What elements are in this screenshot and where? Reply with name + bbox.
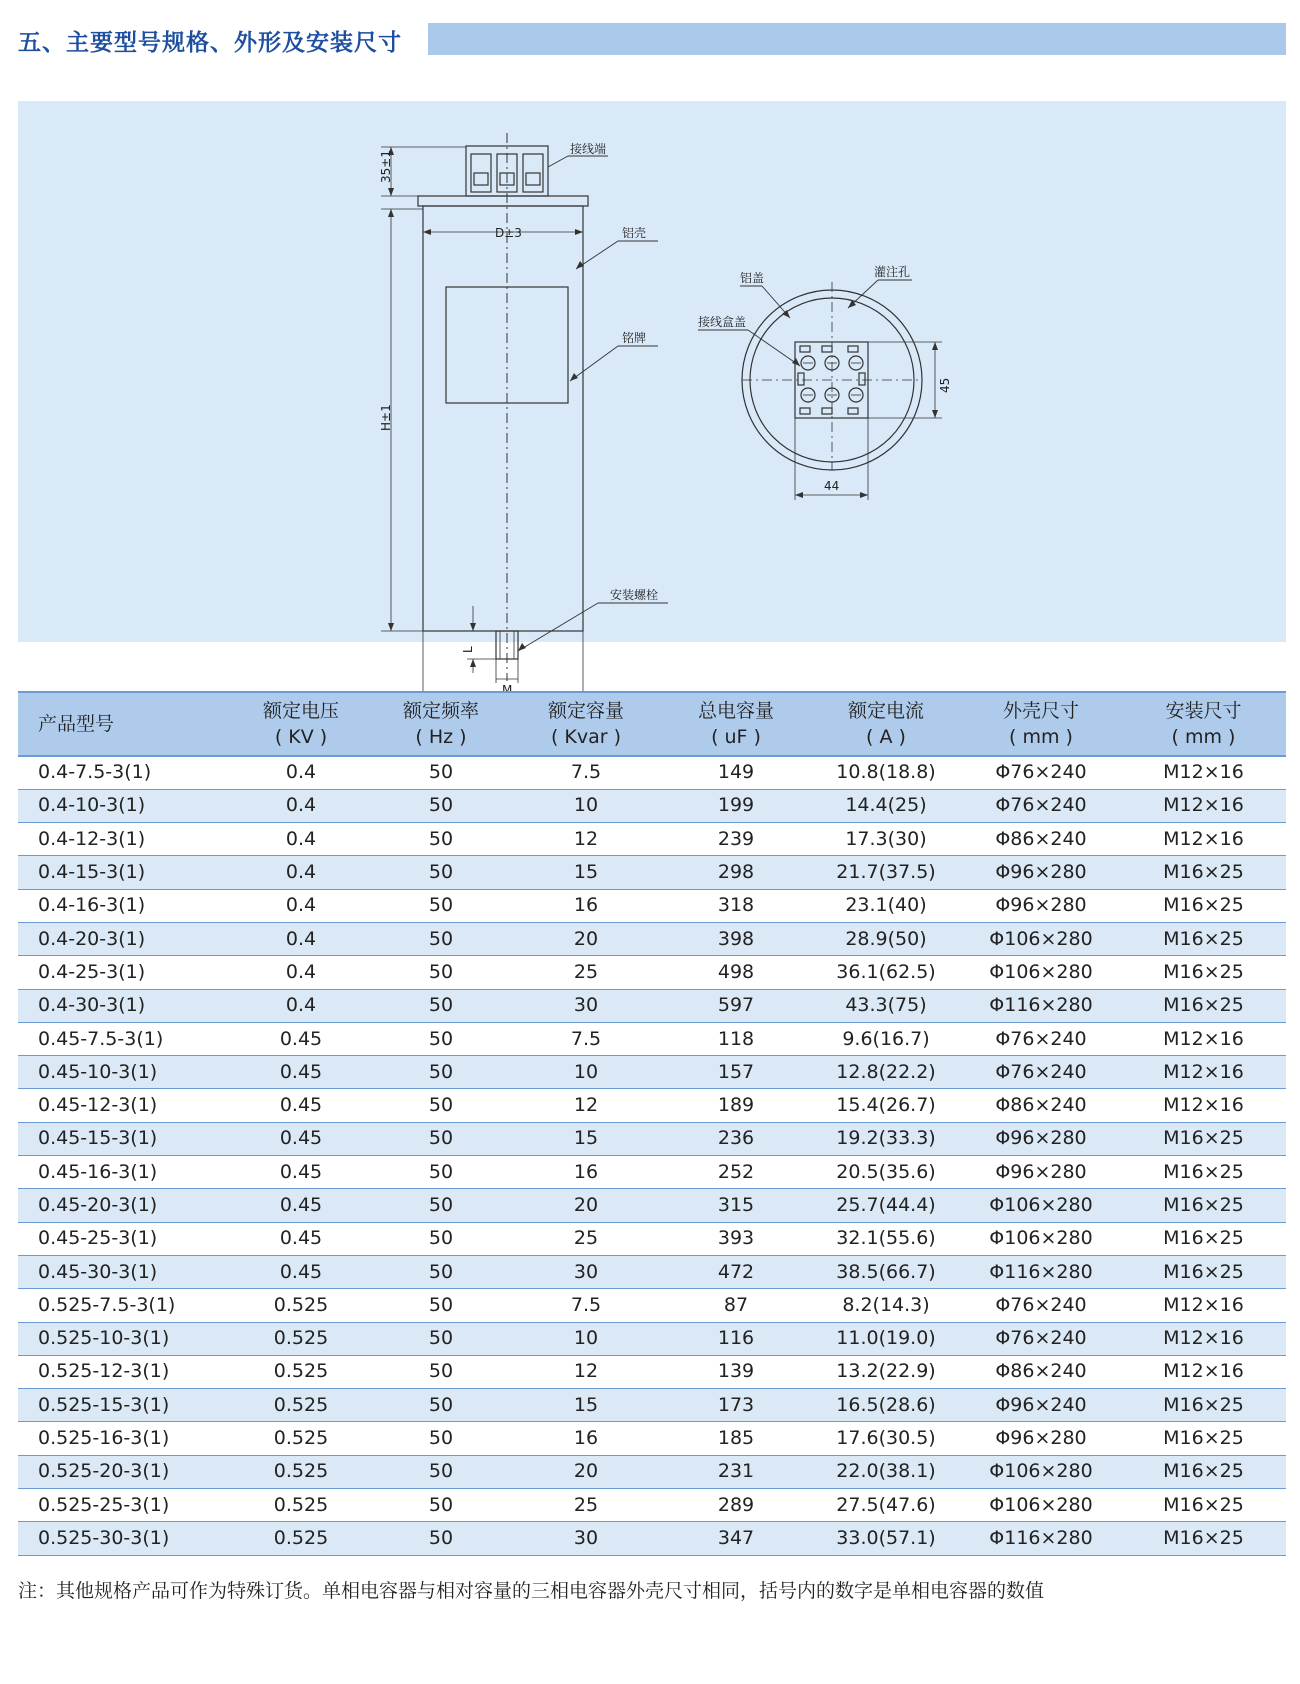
- table-header-row: [18, 692, 1286, 756]
- table-cell: M16×25: [1121, 956, 1286, 989]
- table-cell: 189: [661, 1089, 811, 1122]
- table-cell: 36.1(62.5): [811, 956, 961, 989]
- table-cell: 50: [371, 889, 511, 922]
- table-row: [18, 856, 1286, 889]
- table-cell: Φ96×240: [961, 1389, 1121, 1422]
- table-row: [18, 1255, 1286, 1288]
- table-cell: 0.45: [231, 1056, 371, 1089]
- table-cell: 7.5: [511, 1022, 661, 1055]
- table-cell: 50: [371, 1355, 511, 1388]
- label-bolt: 安装螺栓: [610, 588, 659, 602]
- table-row: [18, 956, 1286, 989]
- table-cell: 0.525-7.5-3(1): [18, 1289, 231, 1322]
- table-cell: M12×16: [1121, 1022, 1286, 1055]
- table-cell: 0.45-12-3(1): [18, 1089, 231, 1122]
- table-cell: 0.45: [231, 1222, 371, 1255]
- side-view: [381, 133, 668, 705]
- table-cell: 0.525-12-3(1): [18, 1355, 231, 1388]
- table-cell: 597: [661, 989, 811, 1022]
- spec-table: [18, 691, 1286, 1556]
- table-cell: 30: [511, 1255, 661, 1288]
- table-cell: 14.4(25): [811, 789, 961, 822]
- table-row: [18, 1056, 1286, 1089]
- table-cell: 398: [661, 922, 811, 955]
- table-cell: 50: [371, 1189, 511, 1222]
- table-cell: M16×25: [1121, 1156, 1286, 1189]
- table-cell: Φ96×280: [961, 1422, 1121, 1455]
- table-cell: 0.4: [231, 889, 371, 922]
- table-cell: 298: [661, 856, 811, 889]
- cap: [418, 196, 588, 206]
- table-cell: 50: [371, 1489, 511, 1522]
- table-row: [18, 756, 1286, 789]
- table-cell: M16×25: [1121, 889, 1286, 922]
- table-cell: M16×25: [1121, 1389, 1286, 1422]
- table-cell: 50: [371, 1089, 511, 1122]
- table-cell: 50: [371, 1422, 511, 1455]
- table-cell: 0.525-15-3(1): [18, 1389, 231, 1422]
- table-cell: 50: [371, 1522, 511, 1555]
- table-cell: 16: [511, 1422, 661, 1455]
- table-cell: M16×25: [1121, 989, 1286, 1022]
- table-cell: 50: [371, 756, 511, 789]
- table-cell: 20: [511, 1455, 661, 1488]
- table-cell: 0.525-30-3(1): [18, 1522, 231, 1555]
- table-cell: M12×16: [1121, 756, 1286, 789]
- table-cell: 472: [661, 1255, 811, 1288]
- table-cell: Φ76×240: [961, 1322, 1121, 1355]
- table-cell: Φ76×240: [961, 789, 1121, 822]
- table-cell: Φ96×280: [961, 1156, 1121, 1189]
- table-cell: M16×25: [1121, 1489, 1286, 1522]
- table-row: [18, 1455, 1286, 1488]
- table-cell: 139: [661, 1355, 811, 1388]
- dim-bolt-length: L: [461, 646, 475, 653]
- table-cell: 15: [511, 1389, 661, 1422]
- table-cell: 0.525: [231, 1322, 371, 1355]
- table-cell: 0.4-20-3(1): [18, 922, 231, 955]
- table-cell: 0.45: [231, 1255, 371, 1288]
- table-cell: 50: [371, 1255, 511, 1288]
- leader-box-cover: [748, 330, 800, 366]
- table-cell: 87: [661, 1289, 811, 1322]
- table-cell: 0.45-15-3(1): [18, 1122, 231, 1155]
- label-box-cover: 接线盒盖: [698, 315, 747, 329]
- table-cell: M12×16: [1121, 1089, 1286, 1122]
- table-cell: 28.9(50): [811, 922, 961, 955]
- table-cell: 0.525: [231, 1455, 371, 1488]
- table-cell: 0.525-10-3(1): [18, 1322, 231, 1355]
- table-cell: 0.525: [231, 1355, 371, 1388]
- table-cell: 0.45: [231, 1189, 371, 1222]
- dim-terminal-height: 35±1: [379, 150, 393, 183]
- table-cell: 289: [661, 1489, 811, 1522]
- table-cell: Φ96×280: [961, 856, 1121, 889]
- table-cell: 10: [511, 789, 661, 822]
- table-cell: 0.4-15-3(1): [18, 856, 231, 889]
- table-cell: 0.4: [231, 856, 371, 889]
- table-row: [18, 889, 1286, 922]
- table-cell: 7.5: [511, 756, 661, 789]
- table-cell: 25: [511, 1489, 661, 1522]
- table-cell: M16×25: [1121, 1189, 1286, 1222]
- table-cell: Φ116×280: [961, 989, 1121, 1022]
- section-title: 五、主要型号规格、外形及安装尺寸: [18, 30, 402, 56]
- table-row: [18, 922, 1286, 955]
- table-cell: 0.525-25-3(1): [18, 1489, 231, 1522]
- dim-bottom-diameter: D±0.5: [488, 702, 527, 716]
- table-cell: 498: [661, 956, 811, 989]
- table-cell: 12: [511, 1355, 661, 1388]
- table-cell: 0.4-25-3(1): [18, 956, 231, 989]
- table-cell: 315: [661, 1189, 811, 1222]
- table-cell: 25: [511, 956, 661, 989]
- table-cell: 0.4: [231, 789, 371, 822]
- table-cell: 20.5(35.6): [811, 1156, 961, 1189]
- table-cell: M16×25: [1121, 1122, 1286, 1155]
- table-cell: 11.0(19.0): [811, 1322, 961, 1355]
- table-cell: 252: [661, 1156, 811, 1189]
- table-cell: 0.45: [231, 1022, 371, 1055]
- title-bar: [428, 23, 1286, 55]
- table-cell: 118: [661, 1022, 811, 1055]
- table-row: [18, 823, 1286, 856]
- table-cell: M16×25: [1121, 856, 1286, 889]
- table-cell: M12×16: [1121, 1289, 1286, 1322]
- table-cell: 7.5: [511, 1289, 661, 1322]
- table-cell: 12: [511, 1089, 661, 1122]
- table-cell: 0.525-16-3(1): [18, 1422, 231, 1455]
- table-cell: 0.45-25-3(1): [18, 1222, 231, 1255]
- table-cell: 0.45-20-3(1): [18, 1189, 231, 1222]
- table-cell: 50: [371, 956, 511, 989]
- table-row: [18, 1355, 1286, 1388]
- table-row: [18, 1156, 1286, 1189]
- table-cell: 0.45: [231, 1089, 371, 1122]
- table-row: [18, 1389, 1286, 1422]
- table-cell: Φ106×280: [961, 1455, 1121, 1488]
- table-cell: Φ76×240: [961, 1056, 1121, 1089]
- table-cell: 50: [371, 1156, 511, 1189]
- table-cell: 0.525: [231, 1389, 371, 1422]
- table-row: [18, 1189, 1286, 1222]
- table-cell: 15.4(26.7): [811, 1089, 961, 1122]
- table-cell: 0.45-7.5-3(1): [18, 1022, 231, 1055]
- table-cell: 30: [511, 1522, 661, 1555]
- leader-nameplate: [570, 346, 618, 381]
- table-cell: 25: [511, 1222, 661, 1255]
- table-cell: 0.525: [231, 1489, 371, 1522]
- table-cell: 0.45-10-3(1): [18, 1056, 231, 1089]
- header-model: 产品型号: [18, 692, 231, 756]
- table-cell: 17.6(30.5): [811, 1422, 961, 1455]
- header-voltage: 额定电压 ( KV ): [231, 692, 371, 756]
- table-row: [18, 989, 1286, 1022]
- table-cell: 8.2(14.3): [811, 1289, 961, 1322]
- table-cell: 33.0(57.1): [811, 1522, 961, 1555]
- table-cell: 0.4-12-3(1): [18, 823, 231, 856]
- table-cell: 12: [511, 823, 661, 856]
- table-cell: 20: [511, 1189, 661, 1222]
- table-cell: 43.3(75): [811, 989, 961, 1022]
- table-cell: 16: [511, 1156, 661, 1189]
- table-cell: M12×16: [1121, 1056, 1286, 1089]
- label-cover: 铝盖: [740, 271, 765, 285]
- table-cell: 50: [371, 1056, 511, 1089]
- table-row: [18, 1122, 1286, 1155]
- leader-bolt: [518, 603, 598, 651]
- table-cell: 0.45-16-3(1): [18, 1156, 231, 1189]
- table-row: [18, 1489, 1286, 1522]
- header-shell-size: 外壳尺寸 ( mm ): [961, 692, 1121, 756]
- table-cell: M12×16: [1121, 789, 1286, 822]
- table-cell: 116: [661, 1322, 811, 1355]
- table-cell: 21.7(37.5): [811, 856, 961, 889]
- table-cell: M16×25: [1121, 1522, 1286, 1555]
- table-cell: 239: [661, 823, 811, 856]
- table-row: [18, 1522, 1286, 1555]
- table-cell: Φ106×280: [961, 956, 1121, 989]
- table-cell: M16×25: [1121, 922, 1286, 955]
- label-terminal: 接线端: [570, 142, 607, 156]
- table-cell: 0.525: [231, 1422, 371, 1455]
- table-cell: M12×16: [1121, 823, 1286, 856]
- table-cell: M12×16: [1121, 1322, 1286, 1355]
- table-cell: 23.1(40): [811, 889, 961, 922]
- aluminum-shell: [423, 206, 583, 631]
- table-cell: 0.4: [231, 989, 371, 1022]
- header-mount-size: 安装尺寸 ( mm ): [1121, 692, 1286, 756]
- table-cell: 185: [661, 1422, 811, 1455]
- table-cell: 20: [511, 922, 661, 955]
- table-cell: 25.7(44.4): [811, 1189, 961, 1222]
- table-cell: 10.8(18.8): [811, 756, 961, 789]
- table-cell: 50: [371, 1389, 511, 1422]
- table-cell: 0.4: [231, 823, 371, 856]
- table-cell: 0.4-30-3(1): [18, 989, 231, 1022]
- table-cell: M16×25: [1121, 1222, 1286, 1255]
- table-cell: 173: [661, 1389, 811, 1422]
- dim-top-diameter: D±3: [495, 226, 522, 240]
- dim-44: 44: [824, 479, 840, 493]
- table-cell: 16: [511, 889, 661, 922]
- table-cell: 27.5(47.6): [811, 1489, 961, 1522]
- table-cell: Φ86×240: [961, 1089, 1121, 1122]
- table-cell: Φ106×280: [961, 1489, 1121, 1522]
- table-cell: 13.2(22.9): [811, 1355, 961, 1388]
- table-cell: 0.525: [231, 1522, 371, 1555]
- table-cell: 0.4-16-3(1): [18, 889, 231, 922]
- dim-height: H±1: [379, 404, 393, 431]
- table-cell: 50: [371, 989, 511, 1022]
- label-shell: 铝壳: [622, 226, 647, 240]
- table-cell: 50: [371, 922, 511, 955]
- header-capacitance: 总电容量 ( uF ): [661, 692, 811, 756]
- table-cell: Φ116×280: [961, 1255, 1121, 1288]
- table-row: [18, 1089, 1286, 1122]
- table-cell: 50: [371, 1289, 511, 1322]
- table-cell: 0.525: [231, 1289, 371, 1322]
- table-cell: 50: [371, 1122, 511, 1155]
- label-nameplate: 铭牌: [622, 331, 647, 345]
- diagram-panel: [18, 101, 1286, 716]
- table-cell: Φ96×280: [961, 889, 1121, 922]
- table-cell: 50: [371, 856, 511, 889]
- table-cell: Φ106×280: [961, 1222, 1121, 1255]
- table-cell: 0.4-7.5-3(1): [18, 756, 231, 789]
- table-cell: 0.45-30-3(1): [18, 1255, 231, 1288]
- table-row: [18, 1222, 1286, 1255]
- table-cell: 9.6(16.7): [811, 1022, 961, 1055]
- table-row: [18, 1289, 1286, 1322]
- table-cell: 12.8(22.2): [811, 1056, 961, 1089]
- dim-bolt-thread: M: [502, 683, 513, 697]
- table-cell: 10: [511, 1322, 661, 1355]
- table-cell: 22.0(38.1): [811, 1455, 961, 1488]
- table-cell: 231: [661, 1455, 811, 1488]
- table-cell: 10: [511, 1056, 661, 1089]
- table-cell: 236: [661, 1122, 811, 1155]
- table-cell: 157: [661, 1056, 811, 1089]
- table-cell: Φ76×240: [961, 756, 1121, 789]
- table-cell: 318: [661, 889, 811, 922]
- table-cell: Φ116×280: [961, 1522, 1121, 1555]
- table-cell: Φ106×280: [961, 1189, 1121, 1222]
- dim-45: 45: [938, 377, 952, 393]
- table-cell: 16.5(28.6): [811, 1389, 961, 1422]
- table-cell: 50: [371, 1455, 511, 1488]
- leader-terminal: [548, 156, 568, 167]
- table-cell: 347: [661, 1522, 811, 1555]
- table-cell: 0.4: [231, 956, 371, 989]
- table-cell: Φ76×240: [961, 1022, 1121, 1055]
- table-row: [18, 1422, 1286, 1455]
- table-cell: M16×25: [1121, 1455, 1286, 1488]
- table-cell: 199: [661, 789, 811, 822]
- table-cell: Φ76×240: [961, 1289, 1121, 1322]
- table-cell: 32.1(55.6): [811, 1222, 961, 1255]
- table-row: [18, 1022, 1286, 1055]
- table-cell: 0.45: [231, 1156, 371, 1189]
- table-cell: Φ86×240: [961, 1355, 1121, 1388]
- table-cell: 38.5(66.7): [811, 1255, 961, 1288]
- table-cell: 393: [661, 1222, 811, 1255]
- table-cell: 0.4: [231, 756, 371, 789]
- table-cell: Φ106×280: [961, 922, 1121, 955]
- table-cell: M12×16: [1121, 1355, 1286, 1388]
- table-cell: 0.45: [231, 1122, 371, 1155]
- nameplate: [446, 287, 568, 403]
- footnote: 注：其他规格产品可作为特殊订货。单相电容器与相对容量的三相电容器外壳尺寸相同，括号内的数字是单相电容器的数值: [18, 1580, 1045, 1602]
- table-cell: 0.4-10-3(1): [18, 789, 231, 822]
- table-cell: 19.2(33.3): [811, 1122, 961, 1155]
- table-cell: 30: [511, 989, 661, 1022]
- table-cell: M16×25: [1121, 1422, 1286, 1455]
- top-view: [698, 280, 942, 500]
- table-cell: 50: [371, 1222, 511, 1255]
- table-cell: 50: [371, 789, 511, 822]
- table-cell: 149: [661, 756, 811, 789]
- dimension-drawing: [18, 101, 1286, 716]
- table-row: [18, 789, 1286, 822]
- table-cell: 0.525-20-3(1): [18, 1455, 231, 1488]
- table-row: [18, 1322, 1286, 1355]
- table-cell: M16×25: [1121, 1255, 1286, 1288]
- table-cell: 50: [371, 1322, 511, 1355]
- label-fill-hole: 灌注孔: [874, 265, 911, 279]
- table-cell: 15: [511, 1122, 661, 1155]
- table-cell: Φ96×280: [961, 1122, 1121, 1155]
- table-cell: 17.3(30): [811, 823, 961, 856]
- table-cell: 50: [371, 1022, 511, 1055]
- table-cell: Φ86×240: [961, 823, 1121, 856]
- table-cell: 0.4: [231, 922, 371, 955]
- header-current: 额定电流 ( A ): [811, 692, 961, 756]
- table-cell: 15: [511, 856, 661, 889]
- header-frequency: 额定频率 ( Hz ): [371, 692, 511, 756]
- header-capacity: 额定容量 ( Kvar ): [511, 692, 661, 756]
- table-cell: 50: [371, 823, 511, 856]
